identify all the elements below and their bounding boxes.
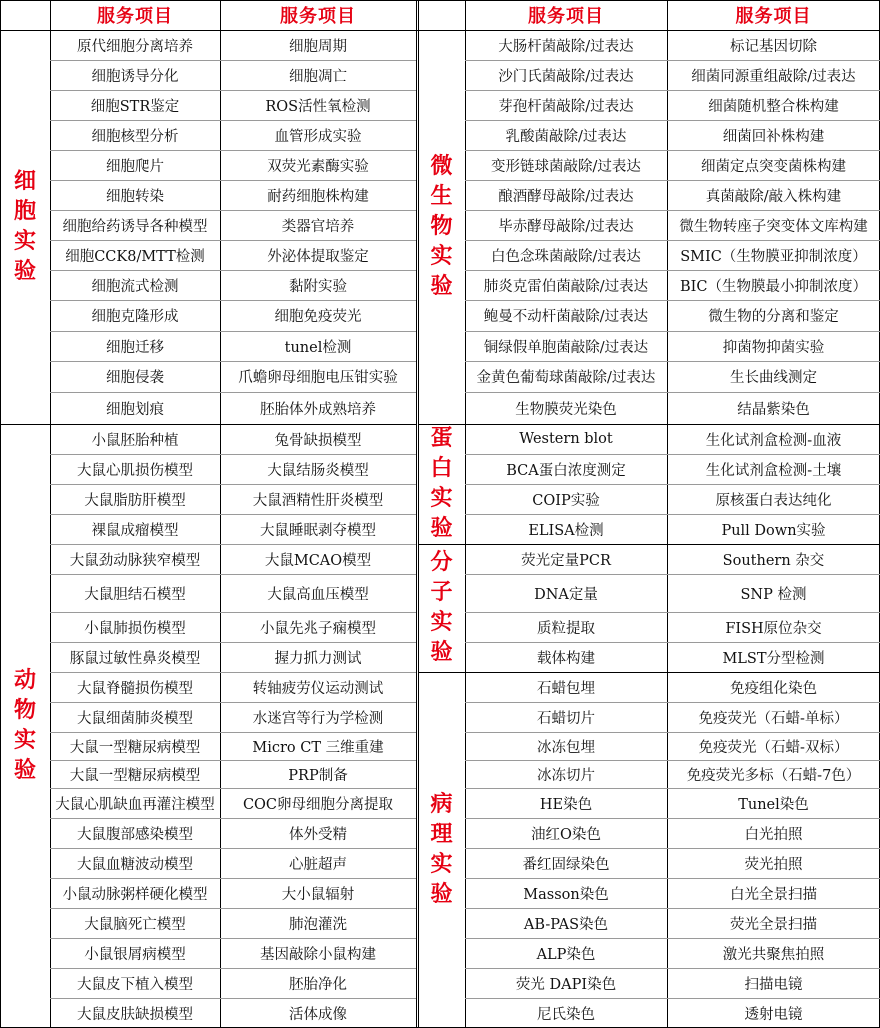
row-divider [418,672,880,673]
service-item: 细胞CCK8/MTT检测 [65,248,205,265]
service-item: tunel检测 [284,339,352,356]
header-divider [0,30,880,31]
row-divider [465,120,880,121]
service-item: Tunel染色 [738,796,809,813]
service-item: 大鼠MCAO模型 [264,552,372,569]
row-divider [50,760,416,761]
service-item: 石蜡包埋 [537,680,595,697]
service-item: 免疫荧光多标（石蜡-7色） [686,767,861,784]
service-item: 小鼠动脉粥样硬化模型 [62,886,208,903]
row-divider [50,514,416,515]
service-item: 小鼠肺损伤模型 [84,620,186,637]
service-item: 大鼠脂肪肝模型 [84,492,186,509]
service-item: 细胞周期 [289,38,347,55]
row-divider [50,702,416,703]
service-item: 免疫组化染色 [730,680,817,697]
row-divider [50,612,416,613]
service-item: 血管形成实验 [274,128,362,145]
row-divider [50,908,416,909]
service-item: 细胞爬片 [106,158,164,175]
service-item: 沙门氏菌敲除/过表达 [498,68,634,85]
row-divider [465,180,880,181]
row-divider [465,484,880,485]
row-divider [418,424,880,425]
service-item: 细菌同源重组敲除/过表达 [691,68,856,85]
service-item: Western blot [519,431,613,447]
service-item: 小鼠胚胎种植 [91,432,179,449]
column-header: 服务项目 [528,6,604,27]
row-divider [50,642,416,643]
service-item: ROS活性氧检测 [265,98,371,115]
category-label-molecular: 分 子 实 验 [430,550,453,665]
row-divider [50,210,416,211]
category-label-animal: 动 物 实 验 [13,668,36,783]
service-item: 载体构建 [537,650,595,667]
service-item: 原代细胞分离培养 [77,38,193,55]
category-label-cell: 细 胞 实 验 [13,169,36,284]
row-divider [50,240,416,241]
row-divider [50,788,416,789]
service-item: 免疫荧光（石蜡-双标） [698,739,849,756]
center-divider [418,0,419,1028]
category-label-micro: 微 生 物 实 验 [430,154,453,299]
service-item: 心脏超声 [289,856,347,873]
service-item: 荧光定量PCR [521,552,611,569]
service-item: 细菌随机整合株构建 [708,98,839,115]
column-header: 服务项目 [280,6,356,27]
row-divider [50,484,416,485]
service-item: 体外受精 [289,826,347,843]
service-item: 豚鼠过敏性鼻炎模型 [69,650,201,667]
service-item: 原核蛋白表达纯化 [715,492,832,509]
service-item: 基因敲除小鼠构建 [260,946,376,963]
service-item: 大鼠结肠炎模型 [267,462,369,479]
service-item: 冰冻切片 [537,767,595,784]
service-item: 爪蟾卵母细胞电压钳实验 [238,370,398,386]
service-item: BIC（生物膜最小抑制浓度） [680,278,867,295]
service-item: 石蜡切片 [537,710,595,727]
service-item: 大鼠血糖波动模型 [77,856,193,873]
service-item: 大鼠细菌肺炎模型 [77,710,193,727]
row-divider [465,848,880,849]
service-item: 生化试剂盒检测-血液 [705,432,842,449]
row-divider [465,300,880,301]
service-item: 荧光拍照 [744,856,803,873]
service-item: 荧光 DAPI染色 [515,976,617,993]
service-item: Micro CT 三维重建 [252,739,384,756]
row-divider [465,968,880,969]
service-item: ALP染色 [536,946,596,963]
service-item: 转轴疲劳仪运动测试 [252,680,384,697]
service-item: 细菌回补株构建 [722,128,825,145]
service-item: 番红固绿染色 [522,856,610,873]
row-divider [50,672,416,673]
service-item: 细胞给药诱导各种模型 [62,218,208,235]
row-divider [50,331,416,332]
service-item: 大鼠脊髓损伤模型 [77,680,193,697]
row-divider [50,574,416,575]
service-item: 肺炎克雷伯菌敲除/过表达 [483,278,649,295]
category-label-pathology: 病 理 实 验 [430,792,453,907]
column-header: 服务项目 [97,6,173,27]
service-item: 白色念珠菌敲除/过表达 [491,248,641,265]
row-divider [465,331,880,332]
service-item: 尼氏染色 [537,1006,595,1023]
row-divider [50,818,416,819]
service-item: 大鼠心肌损伤模型 [77,462,193,479]
service-item: 细胞迁移 [106,339,164,356]
row-divider [50,120,416,121]
row-divider [465,270,880,271]
service-item: 细胞划痕 [106,401,164,418]
service-item: 毕赤酵母敲除/过表达 [498,218,634,235]
service-item: 微生物的分离和鉴定 [708,309,839,325]
row-divider [465,150,880,151]
service-item: AB-PAS染色 [523,916,609,933]
service-item: 大鼠睡眠剥夺模型 [260,522,376,539]
service-item: 结晶紫染色 [737,401,810,418]
service-item: Pull Down实验 [721,522,826,539]
service-item: 细胞流式检测 [91,278,179,295]
service-item: 标记基因切除 [730,38,817,55]
service-item: 大鼠劲动脉狭窄模型 [69,552,201,569]
row-divider [465,240,880,241]
service-item: COC卵母细胞分离提取 [242,796,394,813]
service-item: 外泌体提取鉴定 [267,248,369,265]
row-divider [50,150,416,151]
service-item: DNA定量 [534,586,598,603]
row-divider [50,732,416,733]
service-item: 大鼠腹部感染模型 [77,826,193,843]
row-divider [50,90,416,91]
row-divider [50,938,416,939]
row-divider [465,818,880,819]
service-item: 金黄色葡萄球菌敲除/过表达 [476,370,656,386]
service-item: PRP制备 [288,767,348,784]
row-divider [465,392,880,393]
service-item: 类器官培养 [281,218,355,235]
service-item: MLST分型检测 [722,650,825,667]
service-item: 乳酸菌敲除/过表达 [505,128,627,145]
row-divider [465,210,880,211]
row-divider [465,90,880,91]
service-item: ELISA检测 [528,522,604,539]
service-item: 黏附实验 [289,278,347,295]
service-item: 裸鼠成瘤模型 [91,522,179,539]
row-divider [50,544,416,545]
service-item: 抑菌物抑菌实验 [722,339,825,356]
service-item: 细菌定点突变菌株构建 [701,158,846,175]
row-divider [465,574,880,575]
service-item: 大鼠高血压模型 [267,586,369,603]
row-divider [50,878,416,879]
service-item: 生物膜荧光染色 [515,401,617,418]
service-item: 胚胎体外成熟培养 [260,401,376,418]
row-divider [50,454,416,455]
service-item: 大鼠心肌缺血再灌注模型 [55,796,215,813]
service-item: 质粒提取 [537,620,595,637]
service-item: 细胞转染 [106,188,164,205]
service-item: 芽孢杆菌敲除/过表达 [498,98,634,115]
service-item: 荧光全景扫描 [730,916,817,933]
service-item: 握力抓力测试 [274,650,362,667]
row-divider [465,908,880,909]
service-item: SNP 检测 [740,586,807,603]
row-divider [465,612,880,613]
service-item: 油红O染色 [531,826,601,843]
service-item: 细胞凋亡 [289,68,347,85]
service-item: 鲍曼不动杆菌敲除/过表达 [483,309,649,325]
frame-left [0,0,1,1028]
service-item: 冰冻包埋 [537,739,595,756]
service-item: 细胞克隆形成 [91,309,179,325]
row-divider [50,361,416,362]
service-item: 细胞诱导分化 [91,68,179,85]
row-divider [50,848,416,849]
service-item: 双荧光素酶实验 [267,158,369,175]
service-item: 耐药细胞株构建 [267,188,369,205]
service-item: 细胞STR鉴定 [90,98,180,115]
service-item: 活体成像 [289,1006,347,1023]
row-divider [50,968,416,969]
service-item: 微生物转座子突变体文库构建 [679,218,868,235]
service-item: 大鼠胆结石模型 [84,586,186,603]
service-item: 大鼠酒精性肝炎模型 [252,492,384,509]
service-item: 透射电镜 [744,1006,803,1023]
service-item: 大小鼠辐射 [281,886,355,903]
row-divider [465,760,880,761]
service-item: 酿酒酵母敲除/过表达 [498,188,634,205]
column-header: 服务项目 [735,6,812,27]
row-divider [465,702,880,703]
frame-top [0,0,880,1]
service-item: 生化试剂盒检测-土壤 [705,462,842,479]
row-divider [465,732,880,733]
service-item: HE染色 [539,796,593,813]
service-item: BCA蛋白浓度测定 [506,462,626,479]
row-divider [465,361,880,362]
service-item: 大肠杆菌敲除/过表达 [498,38,634,55]
center-divider [416,0,417,1028]
row-divider [50,392,416,393]
category-label-protein: 蛋 白 实 验 [430,426,453,541]
row-divider [465,938,880,939]
row-divider [465,642,880,643]
service-item: 扫描电镜 [744,976,803,993]
service-item: 大鼠皮肤缺损模型 [77,1006,193,1023]
service-item: 肺泡灌洗 [289,916,347,933]
service-item: 大鼠一型糖尿病模型 [69,739,201,756]
row-divider [465,454,880,455]
service-item: 白光拍照 [744,826,803,843]
row-divider [50,180,416,181]
row-divider [50,270,416,271]
service-item: 细胞免疫荧光 [274,309,362,325]
service-item: COIP实验 [532,492,600,509]
service-item: 生长曲线测定 [730,370,817,386]
service-item: 大鼠皮下植入模型 [77,976,193,993]
row-divider [50,998,416,999]
service-item: 铜绿假单胞菌敲除/过表达 [483,339,649,356]
row-divider [465,998,880,999]
service-item: 水迷宫等行为学检测 [252,710,384,727]
service-item: 激光共聚焦拍照 [722,946,825,963]
service-item: 白光全景扫描 [730,886,817,903]
service-item: 变形链球菌敲除/过表达 [491,158,641,175]
row-divider [465,878,880,879]
row-divider [465,514,880,515]
service-item: 大鼠脑死亡模型 [84,916,186,933]
service-item: Masson染色 [523,886,609,903]
row-divider [50,60,416,61]
row-divider [0,424,416,425]
service-item: 小鼠先兆子痫模型 [260,620,376,637]
service-item: 免疫荧光（石蜡-单标） [698,710,849,727]
service-item: SMIC（生物膜亚抑制浓度） [680,248,867,265]
service-item: 大鼠一型糖尿病模型 [69,767,201,784]
row-divider [465,60,880,61]
service-item: FISH原位杂交 [725,620,822,637]
service-item: 细胞核型分析 [91,128,179,145]
service-item: 胚胎净化 [289,976,347,993]
row-divider [418,544,880,545]
row-divider [465,788,880,789]
service-item: Southern 杂交 [722,552,825,569]
service-item: 兔骨缺损模型 [274,432,362,449]
service-item: 小鼠银屑病模型 [84,946,186,963]
row-divider [50,300,416,301]
service-item: 细胞侵袭 [106,370,164,386]
service-item: 真菌敲除/敲入株构建 [705,188,842,205]
